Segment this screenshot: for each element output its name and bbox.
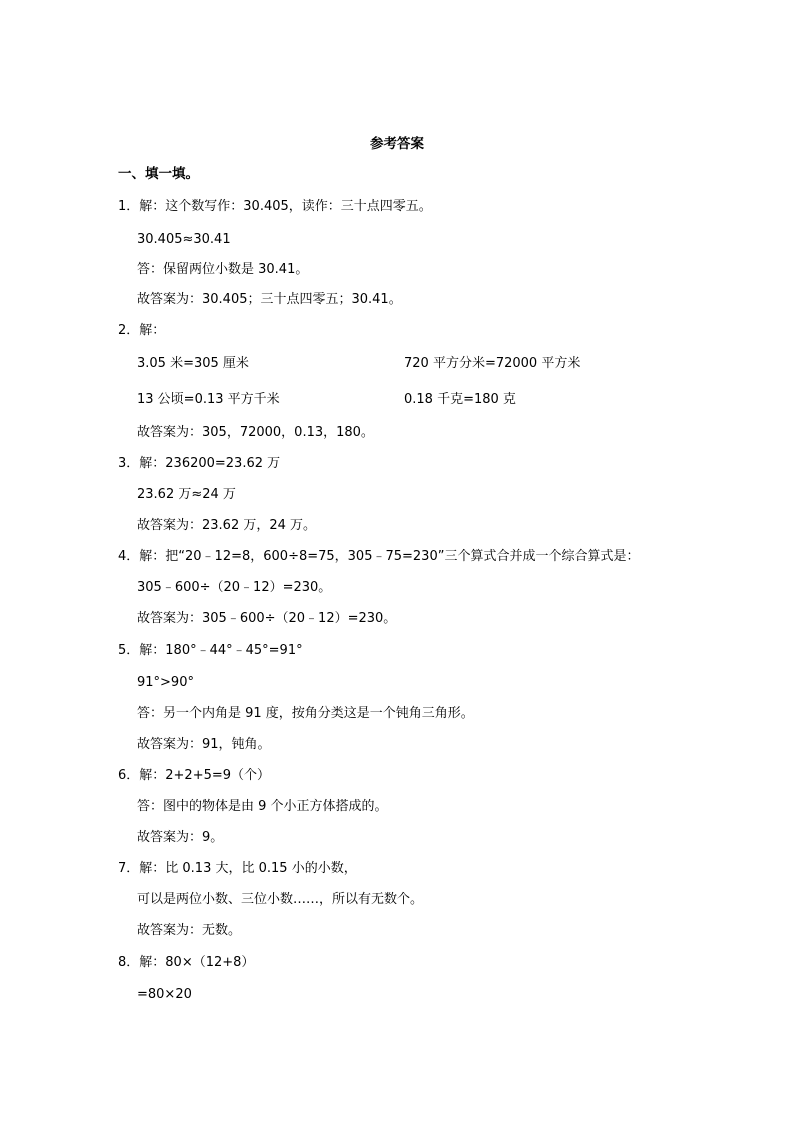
q1-solution: 1．解：这个数写作：30.405，读作：三十点四零五。 — [118, 199, 432, 214]
q4-final-answer: 故答案为：305﹣600÷（20﹣12）=230。 — [137, 611, 397, 626]
q5-final-answer: 故答案为：91，钝角。 — [137, 737, 271, 752]
q2-solution: 2．解： — [118, 323, 166, 338]
q4-solution: 4．解：把“20﹣12=8，600÷8=75，305﹣75=230”三个算式合并成一个综合算式是： — [118, 549, 640, 564]
q7-explanation: 可以是两位小数、三位小数……，所以有无数个。 — [137, 892, 424, 907]
q8-solution: 8．解：80×（12+8） — [118, 955, 255, 970]
q6-solution: 6．解：2+2+5=9（个） — [118, 768, 271, 783]
q5-comparison: 91°>90° — [137, 675, 194, 690]
q1-final-answer: 故答案为：30.405；三十点四零五；30.41。 — [137, 292, 402, 307]
q4-formula: 305﹣600÷（20﹣12）=230。 — [137, 580, 332, 595]
q6-answer: 答：图中的物体是由 9 个小正方体搭成的。 — [137, 799, 388, 814]
q7-final-answer: 故答案为：无数。 — [137, 923, 242, 938]
q2-conversion-1: 3.05 米=305 厘米 — [137, 356, 249, 371]
q5-answer: 答：另一个内角是 91 度，按角分类这是一个钝角三角形。 — [137, 706, 474, 721]
q3-solution: 3．解：236200=23.62 万 — [118, 456, 281, 471]
q3-final-answer: 故答案为：23.62 万，24 万。 — [137, 518, 317, 533]
q2-conversion-4: 0.18 千克=180 克 — [404, 392, 516, 407]
section-heading: 一、填一填。 — [118, 166, 199, 182]
q2-conversion-2: 720 平方分米=72000 平方米 — [404, 356, 581, 371]
q2-final-answer: 故答案为：305，72000，0.13，180。 — [137, 425, 374, 440]
q2-conversion-3: 13 公顷=0.13 平方千米 — [137, 392, 280, 407]
q7-solution: 7．解：比 0.13 大，比 0.15 小的小数， — [118, 861, 357, 876]
q5-solution: 5．解：180°﹣44°﹣45°=91° — [118, 643, 303, 658]
q6-final-answer: 故答案为：9。 — [137, 830, 224, 845]
page-title: 参考答案 — [370, 136, 424, 152]
q8-step: =80×20 — [137, 987, 192, 1002]
q1-approx: 30.405≈30.41 — [137, 232, 231, 247]
q3-approx: 23.62 万≈24 万 — [137, 487, 236, 502]
q1-answer: 答：保留两位小数是 30.41。 — [137, 262, 309, 277]
